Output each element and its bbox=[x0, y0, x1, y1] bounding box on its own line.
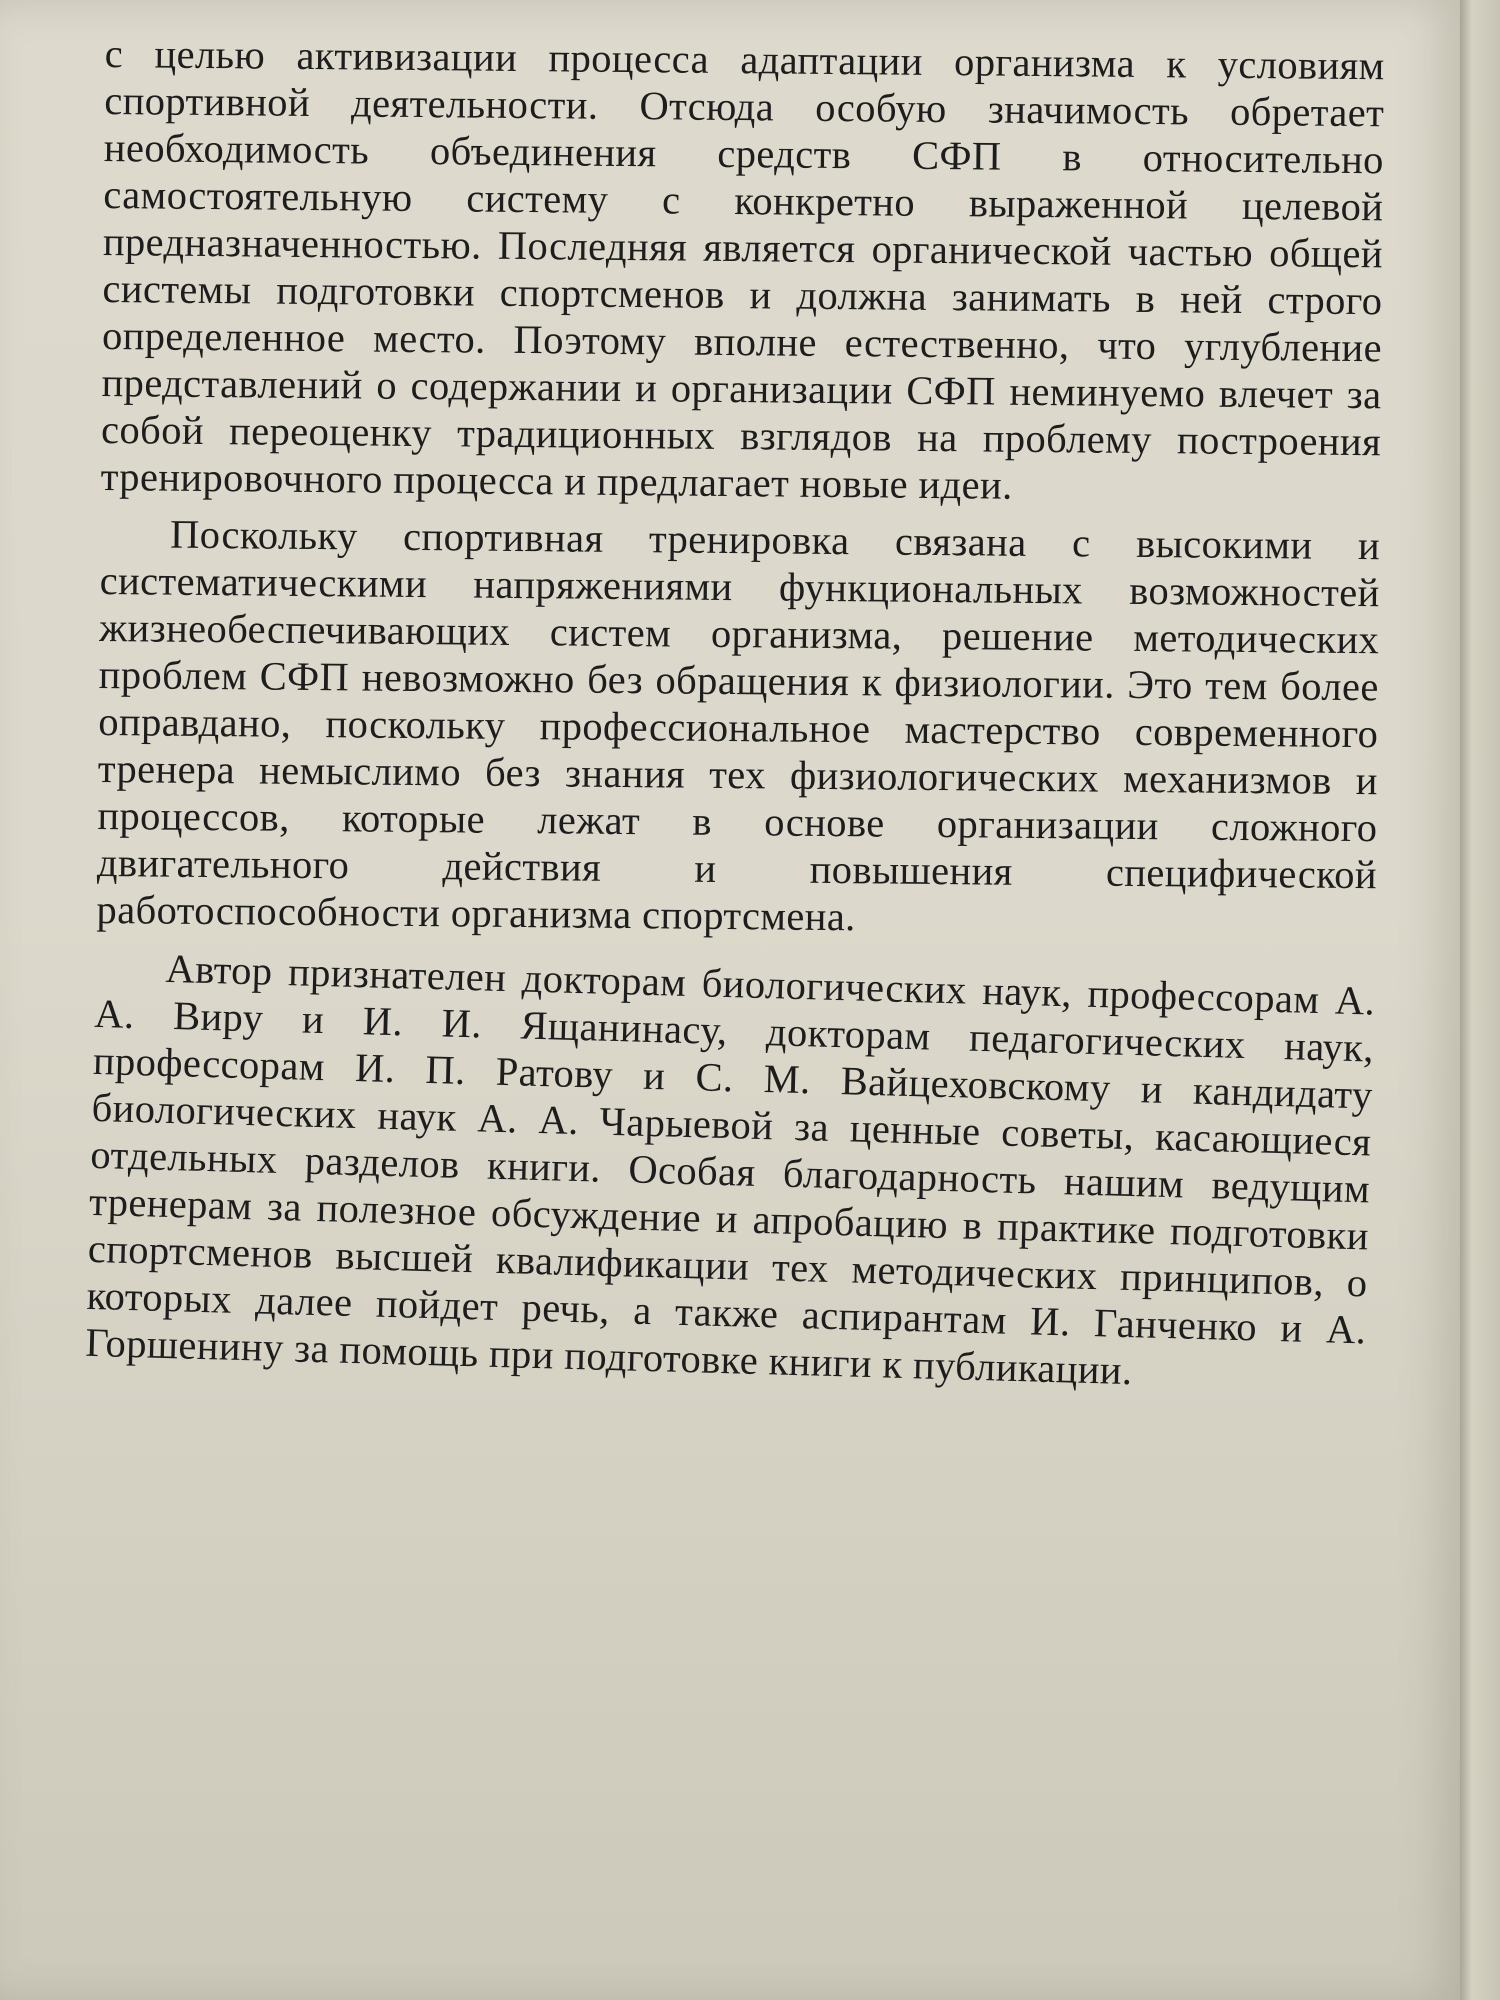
page-text bbox=[84, 30, 1385, 1394]
paragraph-1: с целью активизации процесса адаптации организма к условиям спортивной деятельности. Отсюда особую значимость обретает необходимость объединения средств СФП в относительно самостоятельную систему с конкретно выраженной целевой предназначенностью. Последняя является органической частью общей системы подготовки спортсменов и должна занимать в ней строго определенное место. Поэтому вполне естественно, что углубление представлений о содержании и организации СФП неминуемо влечет за собой переоценку традиционных взглядов на проблему построения тренировочного процесса и предлагает новые идеи. bbox=[100, 30, 1385, 508]
paragraph-3: Автор признателен докторам биологических наук, профессорам А. А. Виру и И. И. Ящанинасу, докторам педагогических наук, профессорам И. П. Ратову и С. М. Вайцеховскому и кандидату биологических наук А. А. Чарыевой за ценные советы, касающиеся отдельных разделов книги. Особая благодарность нашим ведущим тренерам за полезное обсуждение и апробацию в практике подготовки спортсменов высшей квалификации тех методических принципов, о которых далее пойдет речь, а также аспирантам И. Ганченко и А. Горшенину за помощь при подготовке книги к публикации. bbox=[84, 945, 1376, 1394]
page-edge bbox=[1460, 0, 1500, 2000]
paragraph-2: Поскольку спортивная тренировка связана с высокими и систематическими напряжениями функциональных возможностей жизнеобеспечивающих систем организма, решение методических проблем СФП невозможно без обращения к физиологии. Это тем более оправдано, поскольку профессиональное мастерство современного тренера немыслимо без знания тех физиологических механизмов и процессов, которые лежат в основе организации сложного двигательного действия и повышения специфической работоспособности организма спортсмена. bbox=[96, 511, 1381, 940]
